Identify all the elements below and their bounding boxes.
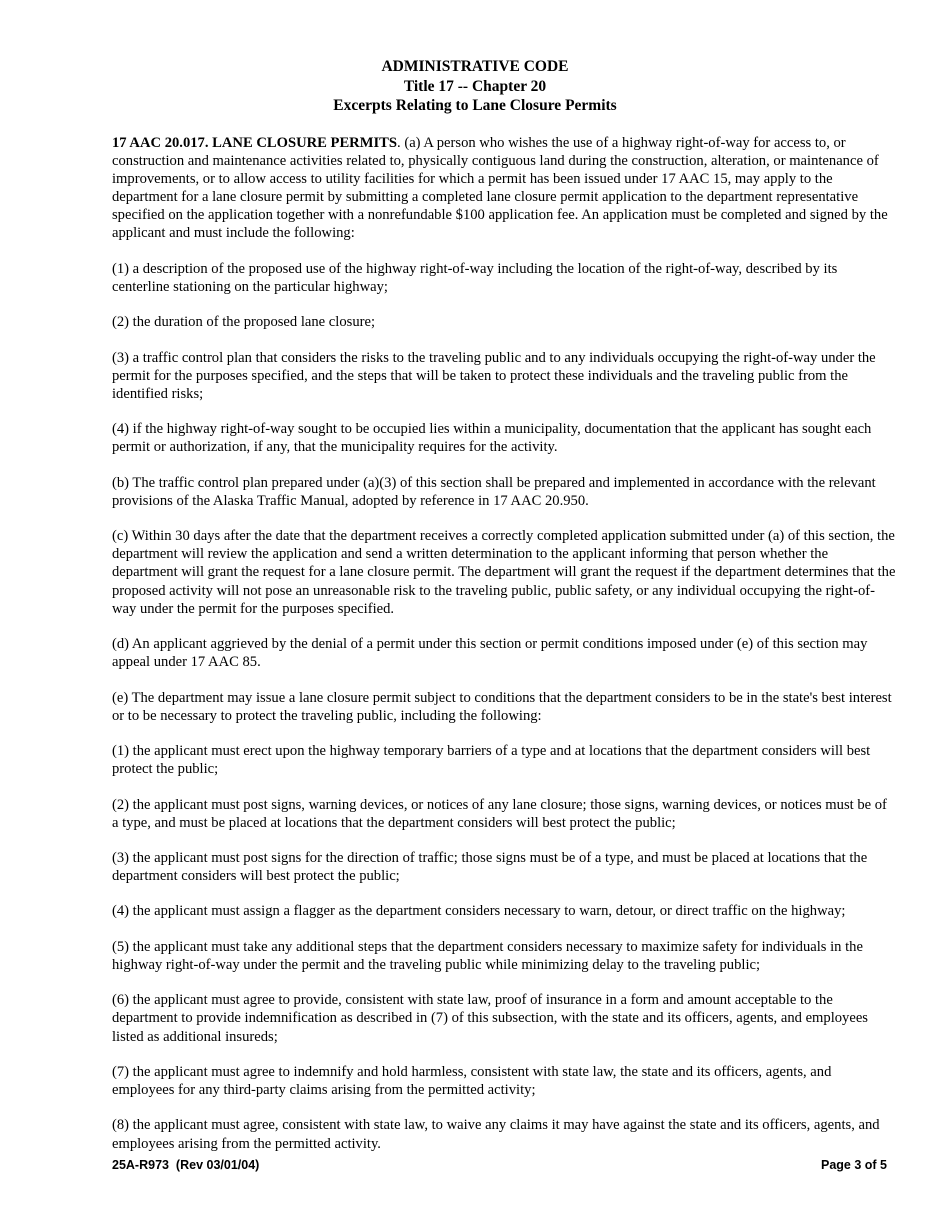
paragraph-e6: (6) the applicant must agree to provide, consistent with state law, proof of insurance in a form and amount acceptable to the department to provide indemnification as described in (7) of this subsection, with the state and its officers, agents, and employees listed as additional insureds; <box>112 992 868 1045</box>
paragraph-a4: (4) if the highway right-of-way sought to be occupied lies within a municipality, documentation that the applicant has sought each permit or authorization, if any, that the municipality requires for the activity. <box>112 421 872 456</box>
section-heading: 17 AAC 20.017. LANE CLOSURE PERMITS <box>112 135 398 151</box>
paragraph-e5: (5) the applicant must take any additional steps that the department considers necessary to maximize safety for individuals in the highway right-of-way under the permit and the traveling public while minimizing delay to the traveling public; <box>112 938 863 973</box>
document-body <box>112 134 897 1170</box>
section-intro-paragraph <box>112 134 897 243</box>
document-header <box>0 57 950 116</box>
paragraph-d: (d) An applicant aggrieved by the denial of a permit under this section or permit conditions imposed under (e) of this section may appeal under 17 AAC 85. <box>112 636 868 671</box>
header-title: ADMINISTRATIVE CODE <box>381 58 569 75</box>
section-intro-text: . (a) A person who wishes the use of a highway right-of-way for access to, or construction and maintenance activities related to, physically contiguous land during the construction, alteration, or maintenance of improvements, or to allow access to utility facilities for which a permit has been issued under 17 AAC 15, may apply to the department for a lane closure permit by submitting a completed lane closure permit application to the department representative specified on the application together with a nonrefundable $100 application fee. An application must be completed and signed by the applicant and must include the following: <box>112 135 888 242</box>
paragraph-e7: (7) the applicant must agree to indemnify and hold harmless, consistent with state law, the state and its officers, agents, and employees for any third-party claims arising from the permitted activity; <box>112 1063 832 1099</box>
paragraph-e: (e) The department may issue a lane closure permit subject to conditions that the department considers to be in the state's best interest or to be necessary to protect the traveling public, including the following: <box>112 689 892 724</box>
header-topic: Excerpts Relating to Lane Closure Permits <box>333 97 617 114</box>
page-number: Page 3 of 5 <box>821 1158 887 1172</box>
paragraph-b: (b) The traffic control plan prepared under (a)(3) of this section shall be prepared and implemented in accordance with the relevant provisions of the Alaska Traffic Manual, adopted by reference in 17 AAC 20.950. <box>112 474 876 509</box>
header-subtitle: Title 17 -- Chapter 20 <box>403 77 547 95</box>
form-number: 25A-R973 (Rev 03/01/04) <box>112 1158 260 1172</box>
paragraph-e1: (1) the applicant must erect upon the highway temporary barriers of a type and at locations that the department considers will best protect the public; <box>112 743 871 778</box>
paragraph-a3: (3) a traffic control plan that considers the risks to the traveling public and to any individuals occupying the right-of-way under the permit for the purposes specified, and the steps that will be taken to protect these individuals and the traveling public from the identified risks; <box>112 349 876 402</box>
paragraph-e8: (8) the applicant must agree, consistent with state law, to waive any claims it may have against the state and its officers, agents, and employees arising from the permitted activity. <box>112 1117 880 1152</box>
paragraph-e3: (3) the applicant must post signs for the direction of traffic; those signs must be of a type, and must be placed at locations that the department considers will best protect the public; <box>112 849 868 885</box>
paragraph-e4: (4) the applicant must assign a flagger as the department considers necessary to warn, detour, or direct traffic on the highway; <box>112 903 846 920</box>
paragraph-c: (c) Within 30 days after the date that the department receives a correctly completed application submitted under (a) of this section, the department will review the application and send a written determination to the applicant informing that person whether the department will grant the request for a lane closure permit. The department will grant the request if the department determines that the proposed activity will not pose an unreasonable risk to the traveling public, public safety, or any individual occupying the right-of-way under the permit for the purposes specified. <box>112 528 896 617</box>
paragraph-a1: (1) a description of the proposed use of the highway right-of-way including the location of the right-of-way, described by its centerline stationing on the particular highway; <box>112 260 838 295</box>
paragraph-e2: (2) the applicant must post signs, warning devices, or notices of any lane closure; those signs, warning devices, or notices must be of a type, and must be placed at locations that the department considers will best protect the public; <box>112 796 887 831</box>
paragraph-a2: (2) the duration of the proposed lane closure; <box>112 314 376 331</box>
